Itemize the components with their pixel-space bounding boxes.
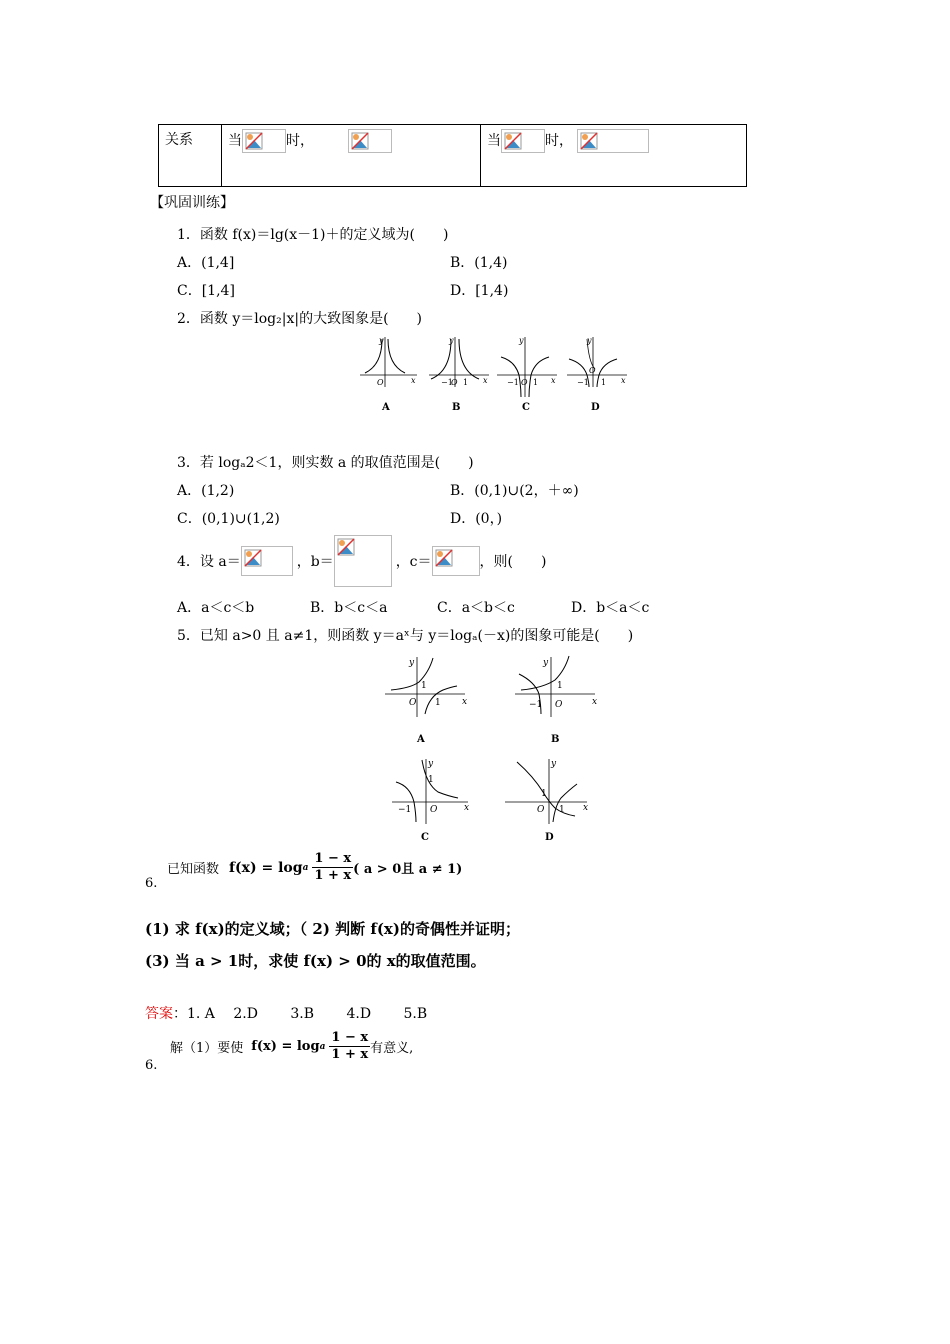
q6-den: 1 + x (314, 868, 352, 884)
q2-graph-b (429, 336, 489, 413)
graph-label-one: 1 (435, 698, 441, 708)
q6-sub: a (302, 862, 309, 873)
broken-image-icon (432, 546, 480, 576)
answer-line (145, 1003, 427, 1023)
graph-label-x: x (583, 803, 589, 813)
q6-stem (167, 851, 462, 885)
q5-label-a: A (417, 734, 425, 745)
graph-label-o: O (555, 700, 563, 710)
q4-option-d: D．b＜a＜c (571, 600, 650, 616)
cell1-mid: 时， (286, 133, 314, 149)
graph-label-one: 1 (421, 681, 427, 691)
graph-label-o: O (521, 378, 528, 387)
solution-number: 6. (145, 1058, 158, 1073)
solution-num: 1 − x (329, 1030, 370, 1047)
q4-option-c: C．a＜b＜c (437, 600, 515, 616)
q6-func: f(x) = log (229, 859, 303, 876)
q5-graphs (380, 652, 610, 847)
section-title: 【巩固训练】 (150, 195, 234, 211)
relation-cell-2 (481, 125, 747, 187)
solution-fraction (329, 1030, 370, 1064)
q6-num: 1 − x (312, 851, 353, 868)
graph-label-o: O (589, 366, 596, 375)
graph-label-y: y (428, 759, 434, 769)
graph-label-y: y (409, 658, 415, 668)
q2-label-c: C (522, 402, 530, 413)
graph-label-y: y (551, 759, 557, 769)
solution-sub: a (319, 1041, 326, 1052)
q5-stem: 5．已知 a>0 且 a≠1，则函数 y＝aˣ与 y＝logₐ(－x)的图象可能是( ) (177, 628, 634, 644)
graph-label-one: 1 (533, 378, 539, 387)
graph-label-one: 1 (541, 789, 547, 799)
q3-option-b: B．(0,1)∪(2，＋∞) (450, 483, 579, 499)
q4-b: ，b＝ (296, 554, 334, 570)
q5-label-c: C (421, 832, 429, 843)
graph-label-o: O (377, 378, 384, 387)
graph-label-o: O (430, 805, 438, 815)
q4-option-a: A．a＜c＜b (177, 600, 255, 616)
graph-label-y: y (543, 658, 549, 668)
broken-image-icon (348, 129, 392, 153)
broken-image-icon (242, 129, 286, 153)
graph-label-y: y (379, 336, 384, 345)
graph-label-x: x (592, 697, 598, 707)
q6-number: 6. (145, 876, 158, 891)
q5-graph-c (392, 759, 469, 843)
q5-graph-b (515, 656, 597, 745)
broken-image-icon (241, 546, 293, 576)
q3-option-d: D．(0，) (450, 511, 503, 527)
q4-option-b: B．b＜c＜a (310, 600, 388, 616)
q3-option-c: C．(0,1)∪(1,2) (177, 511, 280, 527)
graph-label-one: 1 (557, 681, 563, 691)
q5-graph-a (385, 657, 467, 745)
graph-label-neg-one: −1 (441, 378, 453, 387)
q6-intro: 已知函数 (167, 862, 220, 878)
cell2-pre: 当 (487, 133, 501, 149)
q2-label-a: A (382, 402, 390, 413)
q2-label-d: D (591, 402, 600, 413)
q4-pre: 4．设 a＝ (177, 554, 241, 570)
graph-label-o: O (537, 805, 545, 815)
q4-stem (177, 536, 546, 586)
q1-option-b: B．(1,4) (450, 255, 508, 271)
q4-c: ，c＝ (395, 554, 432, 570)
q3-option-a: A．(1,2) (177, 483, 235, 499)
graph-label-o: O (409, 698, 417, 708)
q1-option-d: D．[1,4) (450, 283, 509, 299)
graph-label-x: x (464, 803, 470, 813)
graph-label-x: x (621, 376, 626, 385)
graph-label-y: y (587, 336, 592, 345)
q6-fraction (312, 851, 353, 885)
graph-label-one: 1 (559, 805, 565, 815)
q2-stem: 2．函数 y＝log₂|x|的大致图象是( ) (177, 311, 422, 327)
q5-graph-d (505, 759, 588, 843)
graph-label-one: 1 (463, 378, 469, 387)
q3-stem: 3．若 logₐ2＜1，则实数 a 的取值范围是( ) (177, 455, 474, 471)
q1-option-c: C．[1,4] (177, 283, 235, 299)
graph-label-x: x (551, 376, 556, 385)
solution-func: f(x) = log (251, 1039, 320, 1055)
q1-stem: 1．函数 f(x)＝lg(x－1)＋的定义域为( ) (177, 227, 449, 243)
graph-label-neg-one: −1 (398, 805, 412, 815)
q2-graph-c (497, 336, 557, 413)
q2-graph-d (567, 336, 627, 413)
q1-option-a: A．(1,4] (177, 255, 235, 271)
graph-label-y: y (519, 336, 524, 345)
q4-post: ，则( ) (479, 554, 547, 570)
q2-label-b: B (452, 402, 461, 413)
broken-image-icon (501, 129, 545, 153)
graph-label-one: 1 (601, 378, 607, 387)
graph-label-x: x (483, 376, 488, 385)
answer-label: 答案 (145, 1006, 173, 1022)
solution-post: 有意义, (370, 1041, 414, 1057)
graph-label-neg-one: −1 (507, 378, 519, 387)
q5-label-b: B (551, 734, 560, 745)
solution-pre: 解（1）要使 (170, 1041, 244, 1057)
answer-text: ：1. A 2.D 3.B 4.D 5.B (173, 1006, 428, 1022)
relation-header: 关系 (159, 125, 222, 187)
graph-label-neg-one: −1 (529, 700, 543, 710)
graph-label-x: x (411, 376, 416, 385)
q2-graphs (355, 335, 640, 420)
q2-graph-a (360, 336, 417, 413)
q5-label-d: D (545, 832, 554, 843)
q6-part1: (1) 求 f(x)的定义域；（ 2) 判断 f(x)的奇偶性并证明； (145, 920, 520, 938)
graph-label-one: 1 (428, 775, 434, 785)
solution-den: 1 + x (331, 1047, 369, 1063)
cell1-pre: 当 (228, 133, 242, 149)
relation-cell-1 (222, 125, 481, 187)
q6-part2: (3) 当 a > 1时，求使 f(x) > 0的 x的取值范围。 (145, 952, 486, 970)
q6-cond: ( a > 0且 a ≠ 1) (353, 862, 463, 878)
solution-line (170, 1030, 413, 1064)
graph-label-neg-one: −1 (577, 378, 589, 387)
relation-table (158, 124, 747, 187)
broken-image-icon (577, 129, 649, 153)
graph-label-o: O (451, 378, 458, 387)
graph-label-x: x (462, 697, 468, 707)
cell2-mid: 时， (545, 133, 573, 149)
graph-label-y: y (449, 336, 454, 345)
broken-image-icon (334, 535, 392, 587)
